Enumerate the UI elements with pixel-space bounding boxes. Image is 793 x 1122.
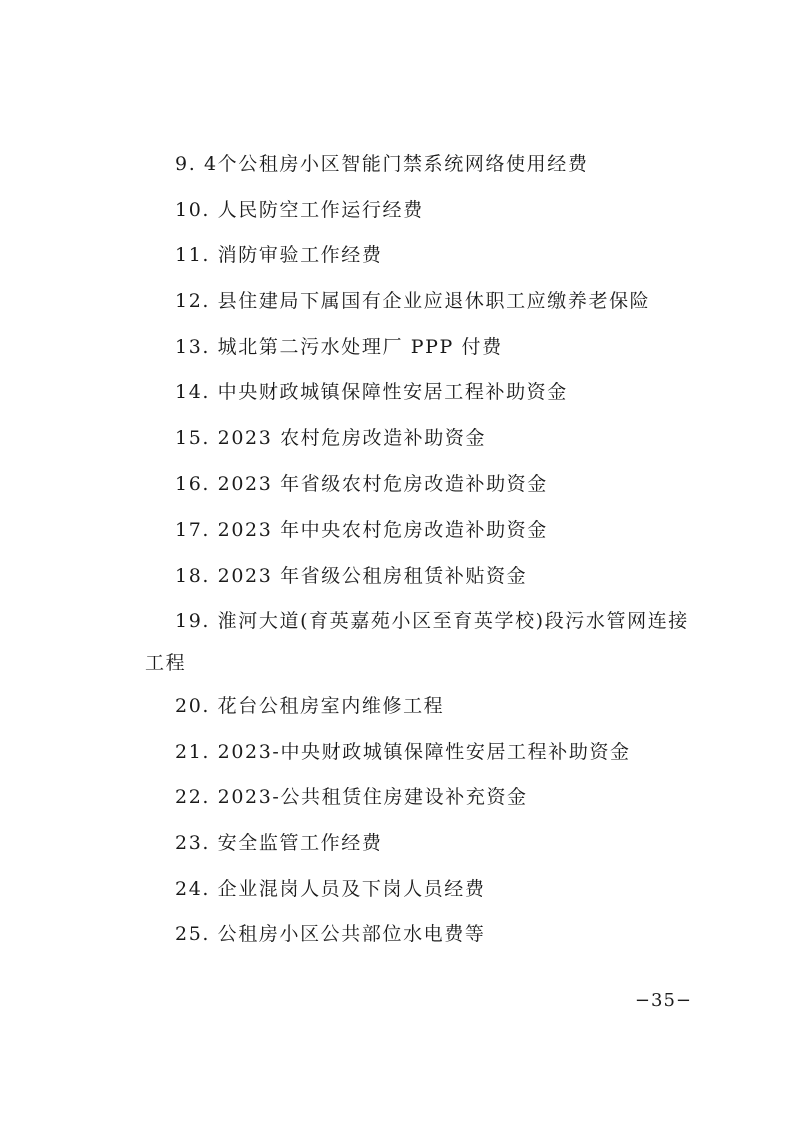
item-number: 16. bbox=[175, 473, 211, 495]
item-number: 19. bbox=[175, 610, 211, 632]
item-number: 21. bbox=[175, 741, 211, 763]
item-number: 14. bbox=[175, 381, 211, 403]
list-item bbox=[145, 233, 705, 277]
item-number: 24. bbox=[175, 878, 211, 900]
list-item bbox=[145, 188, 705, 232]
item-number: 23. bbox=[175, 832, 211, 854]
item-text: 4个公租房小区智能门禁系统网络使用经费 bbox=[203, 153, 589, 175]
item-text: 2023 农村危房改造补助资金 bbox=[217, 427, 487, 449]
item-text: 安全监管工作经费 bbox=[217, 832, 383, 854]
item-text: 公租房小区公共部位水电费等 bbox=[217, 923, 486, 945]
item-number: 10. bbox=[175, 199, 211, 221]
list-item bbox=[145, 416, 705, 460]
item-text: 企业混岗人员及下岗人员经费 bbox=[217, 878, 486, 900]
list-item bbox=[145, 730, 705, 774]
item-number: 12. bbox=[175, 290, 211, 312]
list-item bbox=[145, 912, 705, 956]
item-text: 淮河大道(育英嘉苑小区至育英学校)段污水管网连接工程 bbox=[145, 610, 689, 674]
list-item bbox=[145, 600, 705, 684]
item-text: 2023 年省级农村危房改造补助资金 bbox=[217, 473, 548, 495]
item-number: 22. bbox=[175, 786, 211, 808]
list-item bbox=[145, 554, 705, 598]
item-text: 花台公租房室内维修工程 bbox=[217, 695, 445, 717]
list-item bbox=[145, 508, 705, 552]
item-text: 2023 年省级公租房租赁补贴资金 bbox=[217, 565, 528, 587]
list-item bbox=[145, 370, 705, 414]
item-number: 13. bbox=[175, 336, 211, 358]
item-number: 20. bbox=[175, 695, 211, 717]
list-item bbox=[145, 142, 705, 186]
item-text: 2023-公共租赁住房建设补充资金 bbox=[217, 786, 528, 808]
list-item bbox=[145, 325, 705, 369]
item-text: 人民防空工作运行经费 bbox=[217, 199, 424, 221]
item-number: 25. bbox=[175, 923, 211, 945]
item-text: 城北第二污水处理厂 PPP 付费 bbox=[217, 336, 503, 358]
item-text: 2023 年中央农村危房改造补助资金 bbox=[217, 519, 548, 541]
item-number: 9. bbox=[175, 153, 197, 175]
item-number: 15. bbox=[175, 427, 211, 449]
item-number: 11. bbox=[175, 244, 211, 266]
list-item bbox=[145, 821, 705, 865]
list-item bbox=[145, 462, 705, 506]
list-item bbox=[145, 279, 705, 323]
list-item bbox=[145, 684, 705, 728]
item-text: 县住建局下属国有企业应退休职工应缴养老保险 bbox=[217, 290, 651, 312]
item-text: 2023-中央财政城镇保障性安居工程补助资金 bbox=[217, 741, 631, 763]
item-text: 中央财政城镇保障性安居工程补助资金 bbox=[217, 381, 568, 403]
list-item bbox=[145, 775, 705, 819]
item-number: 18. bbox=[175, 565, 211, 587]
list-item bbox=[145, 867, 705, 911]
page-number: −35− bbox=[634, 990, 692, 1011]
item-number: 17. bbox=[175, 519, 211, 541]
item-text: 消防审验工作经费 bbox=[217, 244, 383, 266]
